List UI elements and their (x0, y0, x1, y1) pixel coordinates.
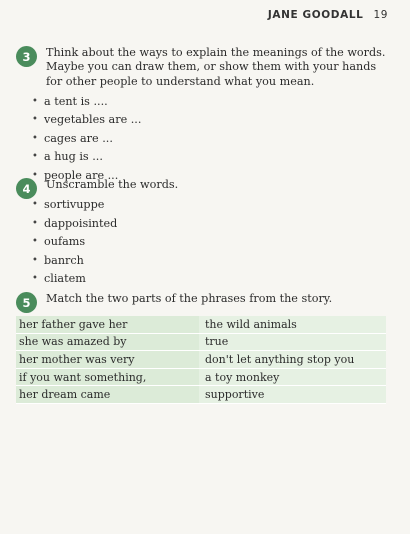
list-item: • people are ... (16, 167, 388, 186)
phrase-start: if you want something, (16, 368, 199, 386)
table-row (16, 386, 386, 404)
table-row (16, 351, 386, 369)
exercise-5 (16, 292, 388, 310)
matching-table (16, 316, 386, 404)
phrase-start: her father gave her (16, 316, 199, 333)
exercise-number-badge: 5 (16, 292, 37, 313)
list-item: • a hug is ... (16, 148, 388, 167)
table-row (16, 333, 386, 351)
exercise-3 (16, 46, 388, 185)
list-item: • cages are ... (16, 130, 388, 149)
list-item: • vegetables are ... (16, 111, 388, 130)
table-row (16, 368, 386, 386)
page-number: 19 (373, 9, 388, 21)
header-title: JANE GOODALL (267, 9, 364, 21)
list-item: • a tent is .... (16, 93, 388, 112)
phrase-end: the wild animals (199, 316, 386, 333)
list-item: • oufams (16, 233, 388, 252)
phrase-start: she was amazed by (16, 333, 199, 351)
list-item: • dappoisinted (16, 215, 388, 234)
exercise-4 (16, 178, 388, 289)
exercise-instruction: Think about the ways to explain the meanings of the words. Maybe you can draw them, or show them with your hands for other people to understand what you mean. (46, 46, 386, 88)
exercise-instruction: Unscramble the words. (46, 178, 179, 191)
phrase-end: don't let anything stop you (199, 351, 386, 369)
phrase-end: supportive (199, 386, 386, 404)
list-item: • sortivuppe (16, 196, 388, 215)
list-item: • banrch (16, 252, 388, 271)
exercise-instruction: Match the two parts of the phrases from the story. (46, 292, 333, 305)
item-list (16, 196, 388, 289)
phrase-end: true (199, 333, 386, 351)
exercise-number-badge: 4 (16, 178, 37, 199)
exercise-number-badge: 3 (16, 46, 37, 67)
list-item: • cliatem (16, 270, 388, 289)
phrase-start: her dream came (16, 386, 199, 404)
item-list (16, 93, 388, 186)
table-row (16, 316, 386, 333)
running-header (268, 9, 388, 21)
phrase-end: a toy monkey (199, 368, 386, 386)
phrase-start: her mother was very (16, 351, 199, 369)
